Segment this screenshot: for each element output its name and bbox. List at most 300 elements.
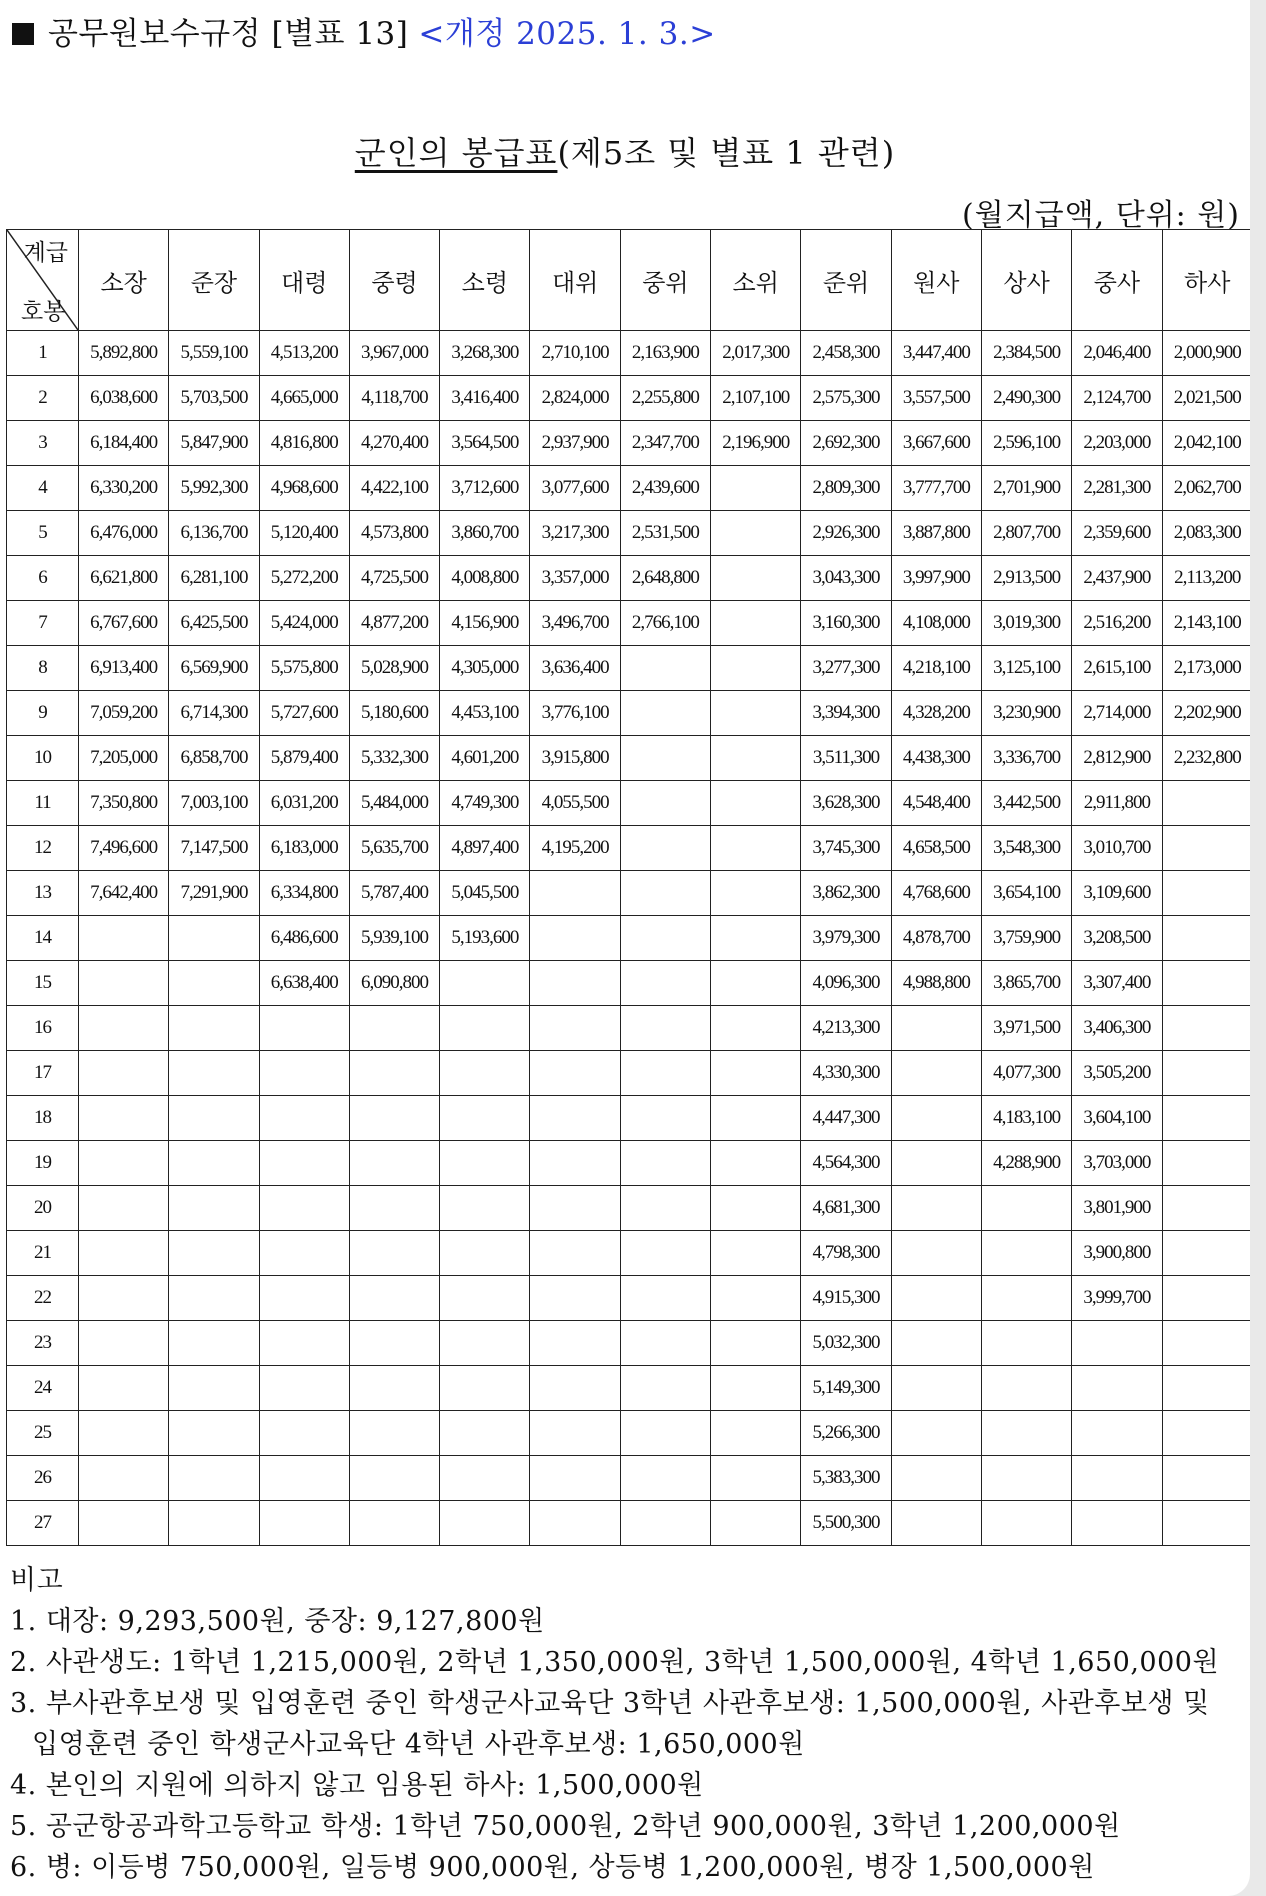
salary-cell: 5,787,400 [349,871,439,916]
salary-cell [620,736,710,781]
salary-cell [981,1321,1071,1366]
salary-cell: 7,003,100 [169,781,259,826]
salary-cell: 4,055,500 [530,781,620,826]
salary-cell: 4,108,000 [891,601,981,646]
salary-cell [259,1231,349,1276]
salary-cell [1162,1186,1252,1231]
rank-header: 소령 [440,230,530,331]
salary-cell [711,1006,801,1051]
salary-cell: 2,575,300 [801,376,891,421]
salary-cell: 3,496,700 [530,601,620,646]
salary-cell [620,646,710,691]
step-cell: 15 [7,961,79,1006]
unit-note: (월지급액, 단위: 원) [962,198,1240,233]
salary-cell: 6,476,000 [79,511,169,556]
step-cell: 5 [7,511,79,556]
salary-cell [1162,1051,1252,1096]
salary-cell [169,1276,259,1321]
step-cell: 2 [7,376,79,421]
law-reference: 공무원보수규정 [별표 13] [48,16,409,52]
salary-cell [1162,1141,1252,1186]
salary-cell [891,1456,981,1501]
salary-cell: 5,939,100 [349,916,439,961]
salary-cell [530,1321,620,1366]
salary-cell [79,1006,169,1051]
salary-cell: 2,458,300 [801,331,891,376]
salary-cell [1162,1276,1252,1321]
table-row [7,376,1253,421]
salary-cell: 4,988,800 [891,961,981,1006]
table-row [7,646,1253,691]
salary-cell: 2,937,900 [530,421,620,466]
table-row [7,1096,1253,1141]
salary-cell: 5,149,300 [801,1366,891,1411]
salary-cell: 5,484,000 [349,781,439,826]
salary-cell: 2,807,700 [981,511,1071,556]
rank-header: 대위 [530,230,620,331]
salary-cell: 3,394,300 [801,691,891,736]
step-cell: 26 [7,1456,79,1501]
salary-cell: 4,213,300 [801,1006,891,1051]
table-row [7,556,1253,601]
table-row [7,1501,1253,1546]
salary-cell [440,1186,530,1231]
step-cell: 4 [7,466,79,511]
salary-cell: 3,268,300 [440,331,530,376]
table-row [7,601,1253,646]
salary-cell [349,1456,439,1501]
header-row [7,230,1253,331]
salary-cell: 2,359,600 [1072,511,1162,556]
salary-cell: 4,877,200 [349,601,439,646]
salary-cell: 7,205,000 [79,736,169,781]
salary-cell: 2,692,300 [801,421,891,466]
step-cell: 24 [7,1366,79,1411]
salary-cell [349,1006,439,1051]
salary-cell [169,1096,259,1141]
salary-cell: 3,109,600 [1072,871,1162,916]
step-cell: 25 [7,1411,79,1456]
salary-cell: 2,062,700 [1162,466,1252,511]
step-cell: 8 [7,646,79,691]
salary-cell: 2,083,300 [1162,511,1252,556]
salary-cell [169,1366,259,1411]
salary-cell: 5,703,500 [169,376,259,421]
salary-cell [169,1231,259,1276]
salary-cell: 6,184,400 [79,421,169,466]
salary-cell: 2,042,100 [1162,421,1252,466]
salary-cell: 4,681,300 [801,1186,891,1231]
table-row [7,916,1253,961]
salary-cell [620,691,710,736]
salary-cell: 4,270,400 [349,421,439,466]
salary-cell [530,961,620,1006]
salary-cell [620,1186,710,1231]
salary-cell [79,1141,169,1186]
salary-cell: 2,202,900 [1162,691,1252,736]
step-cell: 12 [7,826,79,871]
salary-cell: 6,330,200 [79,466,169,511]
salary-cell: 3,447,400 [891,331,981,376]
salary-cell [259,1456,349,1501]
salary-cell: 6,486,600 [259,916,349,961]
salary-cell: 3,915,800 [530,736,620,781]
salary-cell: 4,968,600 [259,466,349,511]
corner-rank-label: 계급 [23,240,68,266]
salary-cell: 7,642,400 [79,871,169,916]
salary-cell: 4,665,000 [259,376,349,421]
step-cell: 22 [7,1276,79,1321]
salary-cell: 4,513,200 [259,331,349,376]
salary-cell: 3,505,200 [1072,1051,1162,1096]
salary-cell: 2,347,700 [620,421,710,466]
salary-cell [530,1276,620,1321]
step-cell: 16 [7,1006,79,1051]
salary-cell: 2,255,800 [620,376,710,421]
table-row [7,1366,1253,1411]
salary-cell: 2,701,900 [981,466,1071,511]
salary-cell: 2,596,100 [981,421,1071,466]
table-row [7,466,1253,511]
salary-cell: 4,725,500 [349,556,439,601]
salary-cell: 3,010,700 [1072,826,1162,871]
salary-cell [711,736,801,781]
table-row [7,1231,1253,1276]
salary-cell: 2,113,200 [1162,556,1252,601]
salary-cell: 3,801,900 [1072,1186,1162,1231]
salary-cell: 2,648,800 [620,556,710,601]
salary-cell: 4,422,100 [349,466,439,511]
salary-cell: 5,120,400 [259,511,349,556]
salary-cell [169,1501,259,1546]
salary-cell: 6,334,800 [259,871,349,916]
salary-cell [620,826,710,871]
salary-cell: 5,847,900 [169,421,259,466]
table-row [7,691,1253,736]
salary-cell [1072,1411,1162,1456]
salary-cell [259,1501,349,1546]
salary-cell [620,781,710,826]
salary-cell [169,1321,259,1366]
notes-heading: 비고 [10,1565,64,1596]
salary-cell [440,1051,530,1096]
salary-cell: 5,892,800 [79,331,169,376]
salary-cell: 2,516,200 [1072,601,1162,646]
salary-cell [1162,1411,1252,1456]
notes-section [10,1560,1250,1888]
step-cell: 27 [7,1501,79,1546]
rank-header: 중위 [620,230,710,331]
salary-cell [711,1411,801,1456]
table-row [7,1321,1253,1366]
salary-cell [1072,1366,1162,1411]
salary-cell [169,1051,259,1096]
note-3-continued: 입영훈련 중인 학생군사교육단 4학년 사관후보생: 1,650,000원 [32,1729,805,1760]
salary-cell [259,1276,349,1321]
salary-cell: 3,759,900 [981,916,1071,961]
salary-cell: 3,636,400 [530,646,620,691]
salary-cell [79,1276,169,1321]
salary-cell [79,1321,169,1366]
salary-cell [711,646,801,691]
salary-cell: 5,272,200 [259,556,349,601]
salary-cell [530,1501,620,1546]
salary-cell: 6,621,800 [79,556,169,601]
note-2: 2. 사관생도: 1학년 1,215,000원, 2학년 1,350,000원, 3학년 1,500,000원, 4학년 1,650,000원 [10,1647,1220,1678]
salary-cell: 3,548,300 [981,826,1071,871]
salary-cell [711,1051,801,1096]
salary-cell: 3,217,300 [530,511,620,556]
salary-cell [440,1141,530,1186]
salary-cell [711,826,801,871]
rank-header: 하사 [1162,230,1252,331]
salary-cell [1072,1501,1162,1546]
salary-cell: 6,090,800 [349,961,439,1006]
salary-cell [711,1096,801,1141]
salary-cell: 4,749,300 [440,781,530,826]
salary-cell [349,1186,439,1231]
salary-cell: 3,564,500 [440,421,530,466]
salary-cell [981,1456,1071,1501]
salary-cell: 2,926,300 [801,511,891,556]
salary-cell: 3,230,900 [981,691,1071,736]
rank-header: 상사 [981,230,1071,331]
salary-cell: 2,714,000 [1072,691,1162,736]
salary-cell: 5,500,300 [801,1501,891,1546]
salary-cell [620,1051,710,1096]
amendment-link[interactable]: <개정 2025. 1. 3.> [418,16,716,52]
salary-cell [169,1456,259,1501]
salary-cell: 2,615,100 [1072,646,1162,691]
salary-cell: 3,336,700 [981,736,1071,781]
salary-cell [440,961,530,1006]
salary-cell: 4,077,300 [981,1051,1071,1096]
step-cell: 19 [7,1141,79,1186]
salary-cell [620,1006,710,1051]
salary-cell: 3,442,500 [981,781,1071,826]
salary-cell: 5,727,600 [259,691,349,736]
salary-cell: 6,767,600 [79,601,169,646]
note-1: 1. 대장: 9,293,500원, 중장: 9,127,800원 [10,1606,545,1637]
salary-cell: 5,424,000 [259,601,349,646]
step-cell: 21 [7,1231,79,1276]
salary-cell [1162,916,1252,961]
rank-header: 원사 [891,230,981,331]
salary-cell: 4,548,400 [891,781,981,826]
salary-cell: 2,384,500 [981,331,1071,376]
salary-cell [711,1186,801,1231]
salary-cell: 5,032,300 [801,1321,891,1366]
salary-cell [891,1051,981,1096]
note-5: 5. 공군항공과학고등학교 학생: 1학년 750,000원, 2학년 900,000원, 3학년 1,200,000원 [10,1811,1121,1842]
salary-cell: 2,046,400 [1072,331,1162,376]
salary-cell: 4,096,300 [801,961,891,1006]
salary-cell: 2,000,900 [1162,331,1252,376]
step-cell: 1 [7,331,79,376]
salary-cell: 4,658,500 [891,826,981,871]
table-row [7,826,1253,871]
salary-cell: 3,208,500 [1072,916,1162,961]
pay-table [6,229,1253,1546]
step-cell: 11 [7,781,79,826]
salary-cell: 3,125,100 [981,646,1071,691]
salary-cell: 2,490,300 [981,376,1071,421]
salary-cell [620,1321,710,1366]
table-row [7,781,1253,826]
salary-cell [711,466,801,511]
step-cell: 6 [7,556,79,601]
salary-cell: 4,288,900 [981,1141,1071,1186]
salary-cell [711,1276,801,1321]
corner-header [7,230,79,331]
salary-cell [349,1321,439,1366]
salary-cell [981,1366,1071,1411]
salary-cell [1162,961,1252,1006]
salary-cell [1162,871,1252,916]
salary-cell [711,601,801,646]
salary-cell [891,1276,981,1321]
salary-cell [1072,1321,1162,1366]
salary-cell: 2,824,000 [530,376,620,421]
salary-cell: 4,447,300 [801,1096,891,1141]
table-row [7,1141,1253,1186]
salary-cell [79,1231,169,1276]
salary-cell [530,1141,620,1186]
salary-cell: 4,573,800 [349,511,439,556]
salary-cell [981,1501,1071,1546]
salary-cell: 3,628,300 [801,781,891,826]
salary-cell: 3,865,700 [981,961,1071,1006]
step-cell: 3 [7,421,79,466]
salary-cell: 2,439,600 [620,466,710,511]
salary-cell [891,1186,981,1231]
salary-cell: 4,564,300 [801,1141,891,1186]
salary-cell: 3,776,100 [530,691,620,736]
salary-cell: 3,667,600 [891,421,981,466]
page-title [0,128,1250,174]
salary-cell: 5,575,800 [259,646,349,691]
salary-cell [169,1186,259,1231]
salary-cell [620,961,710,1006]
salary-cell: 3,862,300 [801,871,891,916]
salary-cell [620,1501,710,1546]
salary-cell [79,916,169,961]
salary-cell: 3,511,300 [801,736,891,781]
salary-cell [79,1501,169,1546]
salary-cell [259,1096,349,1141]
table-row [7,736,1253,781]
salary-cell: 7,496,600 [79,826,169,871]
salary-cell [169,916,259,961]
salary-cell [620,1366,710,1411]
salary-cell: 4,798,300 [801,1231,891,1276]
salary-cell [620,916,710,961]
salary-cell: 4,195,200 [530,826,620,871]
salary-cell [79,1186,169,1231]
salary-cell: 6,183,000 [259,826,349,871]
salary-cell [620,1456,710,1501]
salary-cell [711,1366,801,1411]
salary-cell: 5,045,500 [440,871,530,916]
salary-cell: 4,453,100 [440,691,530,736]
salary-cell: 6,569,900 [169,646,259,691]
step-cell: 13 [7,871,79,916]
salary-cell: 5,028,900 [349,646,439,691]
salary-cell: 5,879,400 [259,736,349,781]
salary-cell: 3,604,100 [1072,1096,1162,1141]
salary-cell [1162,1366,1252,1411]
table-row [7,1006,1253,1051]
salary-cell [259,1366,349,1411]
step-cell: 20 [7,1186,79,1231]
salary-cell: 3,979,300 [801,916,891,961]
rank-header: 소장 [79,230,169,331]
salary-cell [530,916,620,961]
salary-cell [530,1006,620,1051]
salary-cell: 4,118,700 [349,376,439,421]
table-row [7,1051,1253,1096]
salary-cell [620,1276,710,1321]
salary-cell: 4,897,400 [440,826,530,871]
salary-cell [711,556,801,601]
salary-cell [1162,781,1252,826]
salary-cell: 2,232,800 [1162,736,1252,781]
salary-cell [981,1276,1071,1321]
rank-header: 중령 [349,230,439,331]
salary-cell [349,1276,439,1321]
salary-cell [349,1141,439,1186]
page-scrollbar[interactable] [1250,0,1266,1896]
salary-cell: 5,180,600 [349,691,439,736]
salary-cell: 2,437,900 [1072,556,1162,601]
salary-cell: 3,971,500 [981,1006,1071,1051]
table-row [7,421,1253,466]
salary-cell: 2,107,100 [711,376,801,421]
salary-cell [711,691,801,736]
salary-cell [891,1231,981,1276]
salary-cell: 4,183,100 [981,1096,1071,1141]
table-row [7,1276,1253,1321]
salary-cell: 2,281,300 [1072,466,1162,511]
salary-cell: 2,812,900 [1072,736,1162,781]
salary-cell [169,1141,259,1186]
salary-cell: 2,173,000 [1162,646,1252,691]
salary-cell: 3,703,000 [1072,1141,1162,1186]
salary-cell: 3,406,300 [1072,1006,1162,1051]
salary-cell: 6,913,400 [79,646,169,691]
salary-cell [1162,826,1252,871]
salary-cell [349,1501,439,1546]
step-cell: 9 [7,691,79,736]
salary-cell [981,1411,1071,1456]
salary-cell: 2,021,500 [1162,376,1252,421]
salary-cell [349,1051,439,1096]
salary-cell [1162,1321,1252,1366]
salary-cell [440,1366,530,1411]
rank-header: 준위 [801,230,891,331]
salary-cell: 3,416,400 [440,376,530,421]
salary-cell [1162,1096,1252,1141]
salary-cell [891,1366,981,1411]
salary-cell [711,961,801,1006]
salary-cell [79,1096,169,1141]
salary-cell [620,1141,710,1186]
salary-cell [711,871,801,916]
step-cell: 7 [7,601,79,646]
salary-cell [620,1231,710,1276]
salary-cell [79,1411,169,1456]
salary-cell [620,871,710,916]
